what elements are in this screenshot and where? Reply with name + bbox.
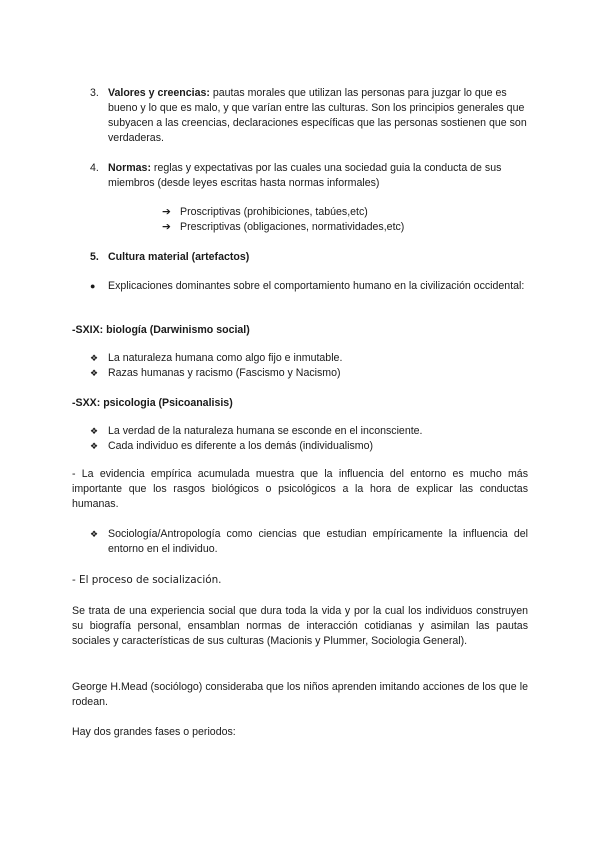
list-number: 3. <box>90 87 99 99</box>
diamond-bullet-icon: ❖ <box>90 353 99 363</box>
bullet-text: La verdad de la naturaleza humana se esconde en el inconsciente. <box>108 425 423 437</box>
sub-list-item <box>162 220 404 235</box>
diamond-bullet-icon: ❖ <box>90 529 99 539</box>
socialization-heading: - El proceso de socialización. <box>72 574 222 586</box>
list-item-text: pautas morales que utilizan las personas para juzgar lo que es bueno y lo que es malo, y que varían entre las culturas. Son los principios generales que subyacen a las creencias, declaraciones específicas que las personas sostienen que son verdaderas. <box>108 87 527 144</box>
list-number: 4. <box>90 162 99 174</box>
sub-list-item-text: Proscriptivas (prohibiciones, tabúes,etc) <box>180 206 368 218</box>
sub-list-item-text: Prescriptivas (obligaciones, normatividades,etc) <box>180 221 405 233</box>
bullet-dot-icon: ● <box>90 281 96 291</box>
evidence-paragraph: - La evidencia empírica acumulada muestra que la influencia del entorno es mucho más importante que los rasgos biológicos o psicológicos a la hora de explicar las conductas humanas. <box>72 468 528 510</box>
bullet-text: Cada individuo es diferente a los demás (individualismo) <box>108 440 373 452</box>
bullet-text: Explicaciones dominantes sobre el comportamiento humano en la civilización occidental: <box>108 280 525 292</box>
arrow-icon: ➔ <box>162 206 171 218</box>
bullet-text: Sociología/Antropología como ciencias que estudian empíricamente la influencia del entorno en el individuo. <box>108 528 528 555</box>
list-item-title: Normas: <box>108 162 151 174</box>
section-heading-sxx: -SXX: psicologia (Psicoanalisis) <box>72 397 233 409</box>
phases-paragraph: Hay dos grandes fases o periodos: <box>72 726 236 738</box>
sub-list-item <box>162 205 368 220</box>
bullet-text: La naturaleza humana como algo fijo e inmutable. <box>108 352 343 364</box>
list-item-norms <box>108 161 528 191</box>
arrow-icon: ➔ <box>162 221 171 233</box>
list-item-title: Valores y creencias: <box>108 87 210 99</box>
diamond-bullet-icon: ❖ <box>90 441 99 451</box>
section-heading-sxix: -SXIX: biología (Darwinismo social) <box>72 324 250 336</box>
bullet-text: Razas humanas y racismo (Fascismo y Nacismo) <box>108 367 341 379</box>
list-number: 5. <box>90 251 99 263</box>
list-item-text: reglas y expectativas por las cuales una sociedad guia la conducta de sus miembros (desde leyes escritas hasta normas informales) <box>108 162 502 189</box>
socialization-paragraph: Se trata de una experiencia social que dura toda la vida y por la cual los individuos construyen su biografía personal, ensamblan normas de interacción cotidianas y asimilan las pautas sociales y características de sus culturas (Macionis y Plummer, Sociologia General). <box>72 605 528 647</box>
diamond-bullet-icon: ❖ <box>90 426 99 436</box>
list-item-values <box>108 86 528 146</box>
list-item-material-culture: Cultura material (artefactos) <box>108 251 250 263</box>
diamond-bullet-icon: ❖ <box>90 368 99 378</box>
mead-paragraph: George H.Mead (sociólogo) consideraba que los niños aprenden imitando acciones de los que le rodean. <box>72 681 528 708</box>
